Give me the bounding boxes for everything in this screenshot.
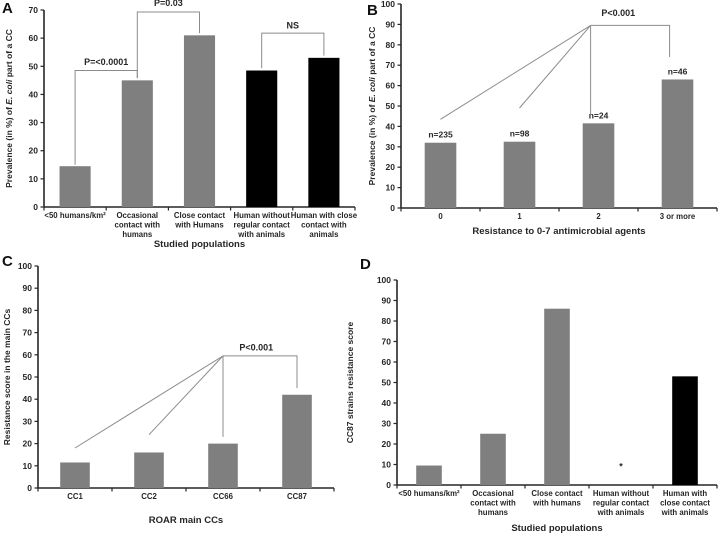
x-axis-title: Studied populations — [511, 523, 603, 534]
significance-label: * — [619, 461, 623, 472]
x-category-label: with animals — [238, 230, 286, 239]
bar-4 — [672, 376, 698, 485]
x-category-label: with humans — [533, 498, 581, 508]
x-category-label: Human with — [662, 489, 708, 498]
y-tick-label: 80 — [385, 39, 395, 50]
y-tick-label: 10 — [22, 460, 32, 471]
significance-label: P<0.001 — [601, 8, 636, 19]
significance-line — [591, 25, 670, 57]
y-tick-label: 20 — [28, 145, 38, 156]
y-tick-label: 20 — [381, 439, 391, 449]
x-category-label: Human without — [233, 211, 290, 220]
bar-3 — [246, 71, 277, 207]
x-category-label: CC87 — [287, 492, 307, 501]
y-tick-label: 20 — [22, 438, 32, 449]
y-tick-label: 20 — [385, 162, 395, 173]
y-tick-label: 90 — [385, 19, 395, 30]
x-category-label: CC66 — [213, 492, 233, 501]
x-category-label: contact with — [301, 220, 347, 230]
panel-d-chart — [340, 250, 727, 540]
bar-1 — [504, 142, 536, 208]
y-tick-label: 0 — [33, 202, 38, 212]
x-category-label: humans — [122, 230, 153, 239]
y-tick-label: 70 — [22, 327, 32, 338]
y-tick-label: 10 — [381, 459, 391, 470]
bar-1 — [134, 452, 164, 488]
y-tick-label: 80 — [22, 305, 32, 316]
y-tick-label: 70 — [385, 60, 395, 71]
bar-3 — [662, 79, 694, 208]
bar-0 — [425, 143, 457, 208]
y-tick-label: 30 — [22, 416, 32, 427]
y-tick-label: 30 — [28, 117, 38, 128]
y-tick-label: 100 — [17, 261, 32, 271]
significance-label: P<0.001 — [239, 342, 274, 353]
panel-c — [0, 250, 340, 540]
panel-a — [0, 0, 363, 250]
bar-2 — [544, 309, 570, 485]
bar-1 — [480, 434, 506, 485]
significance-label: P=<0.0001 — [84, 56, 129, 67]
y-tick-label: 0 — [386, 480, 391, 490]
y-tick-label: 70 — [381, 336, 391, 347]
y-tick-label: 60 — [385, 80, 395, 91]
x-axis-title: ROAR main CCs — [148, 515, 224, 526]
bar-1 — [122, 80, 153, 207]
x-category-label: 0 — [438, 212, 443, 221]
y-tick-label: 50 — [385, 101, 395, 111]
significance-line — [520, 25, 591, 108]
bar-count-label: n=98 — [509, 128, 530, 139]
y-tick-label: 40 — [385, 121, 395, 132]
y-tick-label: 10 — [28, 173, 38, 184]
panel-b-letter: B — [367, 2, 378, 19]
significance-label: P=0.03 — [154, 0, 183, 8]
y-tick-label: 60 — [28, 33, 38, 44]
panel-d — [340, 250, 727, 540]
y-tick-label: 80 — [381, 316, 391, 326]
panel-b — [363, 0, 727, 250]
x-axis-title: Resistance to 0-7 antimicrobial agents — [472, 226, 646, 237]
bar-2 — [208, 444, 238, 488]
bar-3 — [282, 395, 312, 488]
y-tick-label: 0 — [390, 203, 395, 213]
x-category-label: Human with close — [290, 211, 358, 220]
x-category-label: contact with — [114, 220, 161, 230]
x-category-label: <50 humans/km² — [44, 211, 106, 220]
bar-0 — [60, 166, 91, 207]
x-category-label: with animals — [597, 508, 645, 517]
bar-4 — [308, 58, 339, 207]
x-category-label: with animals — [661, 508, 709, 517]
panel-c-chart — [0, 250, 340, 540]
x-category-label: regular contact — [233, 220, 290, 230]
y-axis-title: Resistance score in the main CCs — [2, 308, 12, 446]
x-category-label: Occasional — [472, 489, 514, 498]
x-category-label: regular contact — [592, 498, 650, 508]
x-category-label: contact with — [470, 498, 516, 508]
significance-label: NS — [286, 20, 300, 31]
y-tick-label: 50 — [28, 61, 38, 72]
y-axis-title: Prevalence (in %) of E. coli part of a CC — [367, 26, 377, 186]
significance-line — [223, 356, 297, 388]
y-tick-label: 40 — [381, 398, 391, 408]
x-category-label: humans — [478, 508, 508, 517]
x-category-label: CC2 — [141, 492, 157, 501]
x-category-label: animals — [309, 230, 339, 239]
y-tick-label: 30 — [385, 141, 395, 152]
x-category-label: 1 — [517, 212, 522, 221]
y-tick-label: 90 — [22, 283, 32, 294]
y-tick-label: 70 — [28, 5, 38, 15]
x-category-label: 2 — [596, 212, 601, 221]
panel-a-chart — [0, 0, 363, 250]
y-tick-label: 40 — [28, 89, 38, 100]
y-tick-label: 60 — [22, 349, 32, 360]
panel-b-chart — [363, 0, 727, 250]
bar-2 — [583, 123, 615, 208]
bar-0 — [60, 462, 90, 488]
x-category-label: close contact — [660, 498, 710, 508]
y-axis-title: Prevalence (in %) of E. coli part of a CC — [4, 29, 14, 188]
bar-0 — [416, 466, 442, 485]
y-tick-label: 100 — [380, 0, 395, 9]
x-category-label: Occasional — [116, 211, 159, 220]
x-category-label: <50 humans/km² — [398, 489, 460, 498]
panel-c-letter: C — [2, 253, 13, 270]
x-axis-title: Studied populations — [153, 239, 246, 250]
bar-count-label: n=235 — [428, 129, 453, 140]
y-tick-label: 40 — [22, 394, 32, 405]
panel-a-letter: A — [2, 0, 13, 17]
x-category-label: 3 or more — [659, 212, 696, 221]
y-axis-title: CC87 strains resistance score — [345, 321, 355, 444]
x-category-label: Close contact — [531, 489, 583, 498]
y-tick-label: 30 — [381, 418, 391, 429]
panel-d-letter: D — [360, 256, 371, 273]
y-tick-label: 0 — [27, 483, 32, 493]
y-tick-label: 100 — [376, 275, 391, 285]
x-category-label: Human without — [592, 489, 650, 498]
bar-count-label: n=24 — [588, 110, 609, 121]
y-tick-label: 50 — [22, 372, 32, 382]
significance-line — [441, 25, 591, 119]
x-category-label: with Humans — [175, 220, 224, 230]
bar-count-label: n=46 — [667, 66, 688, 77]
y-tick-label: 60 — [381, 357, 391, 367]
x-category-label: Close contact — [173, 211, 226, 220]
y-tick-label: 10 — [385, 182, 395, 193]
y-tick-label: 50 — [381, 377, 391, 388]
x-category-label: CC1 — [67, 492, 83, 501]
y-tick-label: 90 — [381, 295, 391, 306]
bar-2 — [184, 35, 215, 207]
